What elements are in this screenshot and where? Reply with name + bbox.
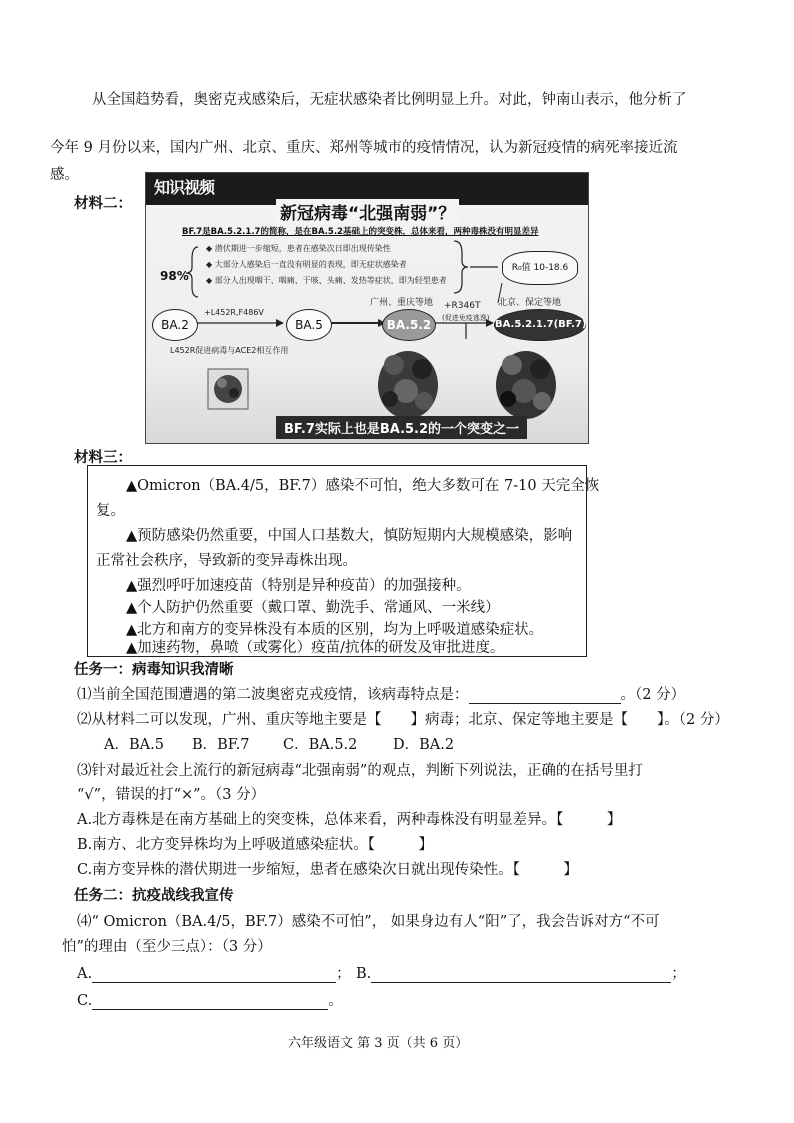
image-subtitle: BF.7是BA.5.2.1.7的简称，是在BA.5.2基础上的突变株，总体来看，两种毒株没有明显差异 <box>182 227 539 237</box>
image-caption: BF.7实际上也是BA.5.2的一个突变之一 <box>276 416 527 439</box>
q3-line-2: “√”，错误的打“×”。（3 分） <box>77 787 266 803</box>
mutation-1-note: L452R促进病毒与ACE2相互作用 <box>170 346 289 355</box>
node-ba5: BA.5 <box>286 309 332 341</box>
video-logo: 知识视频 <box>154 178 215 197</box>
m3-item-2-line-1: ▲预防感染仍然重要，中国人口基数大，慎防短期内大规模感染，影响 <box>126 528 573 544</box>
q3-item-c[interactable]: C.南方变异株的潜伏期进一步缩短，患者在感染次日就出现传染性。【 】 <box>77 862 578 878</box>
r0-value: R₀值 10-18.6 <box>502 251 578 285</box>
virus-ba52-illustration <box>368 341 448 421</box>
q3-line-1: ⑶针对最近社会上流行的新冠病毒“北强南弱”的观点，判断下列说法，正确的在括号里打 <box>77 763 643 779</box>
node-ba2: BA.2 <box>152 309 198 341</box>
node-ba52: BA.5.2 <box>382 309 436 341</box>
page-footer: 六年级语文 第 3 页（共 6 页） <box>288 1036 469 1051</box>
q2-option-a[interactable]: A．BA.5 <box>104 737 164 753</box>
m3-item-5: ▲北方和南方的变异株没有本质的区别，均为上呼吸道感染症状。 <box>126 622 544 638</box>
virus-small-illustration <box>206 363 250 411</box>
q4-line-1: ⑷“ Omicron（BA.4/5，BF.7）感染不可怕”， 如果身边有人“阳”了，我会告诉对方“不可 <box>77 914 660 930</box>
q1-text: ⑴当前全国范围遭遇的第二波奥密克戎疫情，该病毒特点是： 。（2 分） <box>77 687 686 703</box>
node-bf7: BA.5.2.1.7(BF.7) <box>494 309 586 341</box>
q4-answer-row-2: C. 。 <box>77 993 343 1009</box>
percent-label: 98% <box>160 269 189 283</box>
intro-line-1: 从全国趋势看，奥密克戎感染后，无症状感染者比例明显上升。对此，钟南山表示，他分析了 <box>92 92 687 108</box>
material2-image <box>145 172 589 444</box>
q1-answer-blank[interactable] <box>469 687 621 704</box>
bullet-3: ◆ 部分人出现咽干、咽痛、干咳、头痛、发热等症状，即为轻型患者 <box>206 276 447 285</box>
material3-box <box>87 465 600 657</box>
task1-heading: 任务一：病毒知识我清晰 <box>74 662 234 678</box>
m3-item-1-line-1: ▲Omicron（BA.4/5，BF.7）感染不可怕，绝大多数可在 7-10 天完全恢 <box>126 478 600 494</box>
material3-label: 材料三： <box>74 450 132 466</box>
image-title: 新冠病毒“北强南弱”？ <box>276 199 459 224</box>
bullet-1: ◆ 潜伏期进一步缩短，患者在感染次日即出现传染性 <box>206 244 391 253</box>
mutation-1: +L452R,F486V <box>204 308 264 317</box>
bullet-2: ◆ 大部分人感染后一直没有明显的表现，即无症状感染者 <box>206 260 407 269</box>
q4-answer-row-1: A. ； <box>77 966 351 982</box>
q4-answer-row-1b: B. ； <box>356 966 686 982</box>
q2-option-c[interactable]: C．BA.5.2 <box>283 737 358 753</box>
virus-bf7-illustration <box>486 341 566 421</box>
region-2: 北京、保定等地 <box>498 298 562 308</box>
q2-option-d[interactable]: D．BA.2 <box>393 737 455 753</box>
region-1: 广州、重庆等地 <box>370 298 434 308</box>
answer-a-blank[interactable] <box>92 966 336 983</box>
q3-item-b[interactable]: B.南方、北方变异株均为上呼吸道感染症状。【 】 <box>77 837 434 853</box>
q2-option-b[interactable]: B．BF.7 <box>192 737 250 753</box>
m3-item-1-line-2: 复。 <box>96 503 125 519</box>
q3-item-a[interactable]: A.北方毒株是在南方基础上的突变株，总体来看，两种毒株没有明显差异。【 】 <box>77 812 622 828</box>
answer-c-blank[interactable] <box>92 993 328 1010</box>
intro-line-2: 今年 9 月份以来，国内广州、北京、重庆、郑州等城市的疫情情况，认为新冠疫情的病死率接近流 <box>50 140 678 156</box>
q4-line-2: 怕”的理由（至少三点）：（3 分） <box>62 939 272 955</box>
mutation-2: +R346T <box>444 301 481 311</box>
intro-line-3: 感。 <box>50 167 79 183</box>
task2-heading: 任务二：抗疫战线我宣传 <box>74 888 234 904</box>
m3-item-4: ▲个人防护仍然重要（戴口罩、勤洗手、常通风、一米线） <box>126 600 500 616</box>
m3-item-3: ▲强烈呼吁加速疫苗（特别是异种疫苗）的加强接种。 <box>126 578 471 594</box>
material2-label: 材料二： <box>74 196 132 212</box>
m3-item-6: ▲加速药物，鼻喷（或雾化）疫苗/抗体的研发及审批进度。 <box>126 640 505 656</box>
m3-item-2-line-2: 正常社会秩序，导致新的变异毒株出现。 <box>96 553 357 569</box>
mutation-2-note: (促进免疫逃逸) <box>442 314 490 322</box>
answer-b-blank[interactable] <box>371 966 671 983</box>
q2-text: ⑵从材料二可以发现，广州、重庆等地主要是【 】病毒；北京、保定等地主要是【 】。（2 分） <box>77 712 729 728</box>
